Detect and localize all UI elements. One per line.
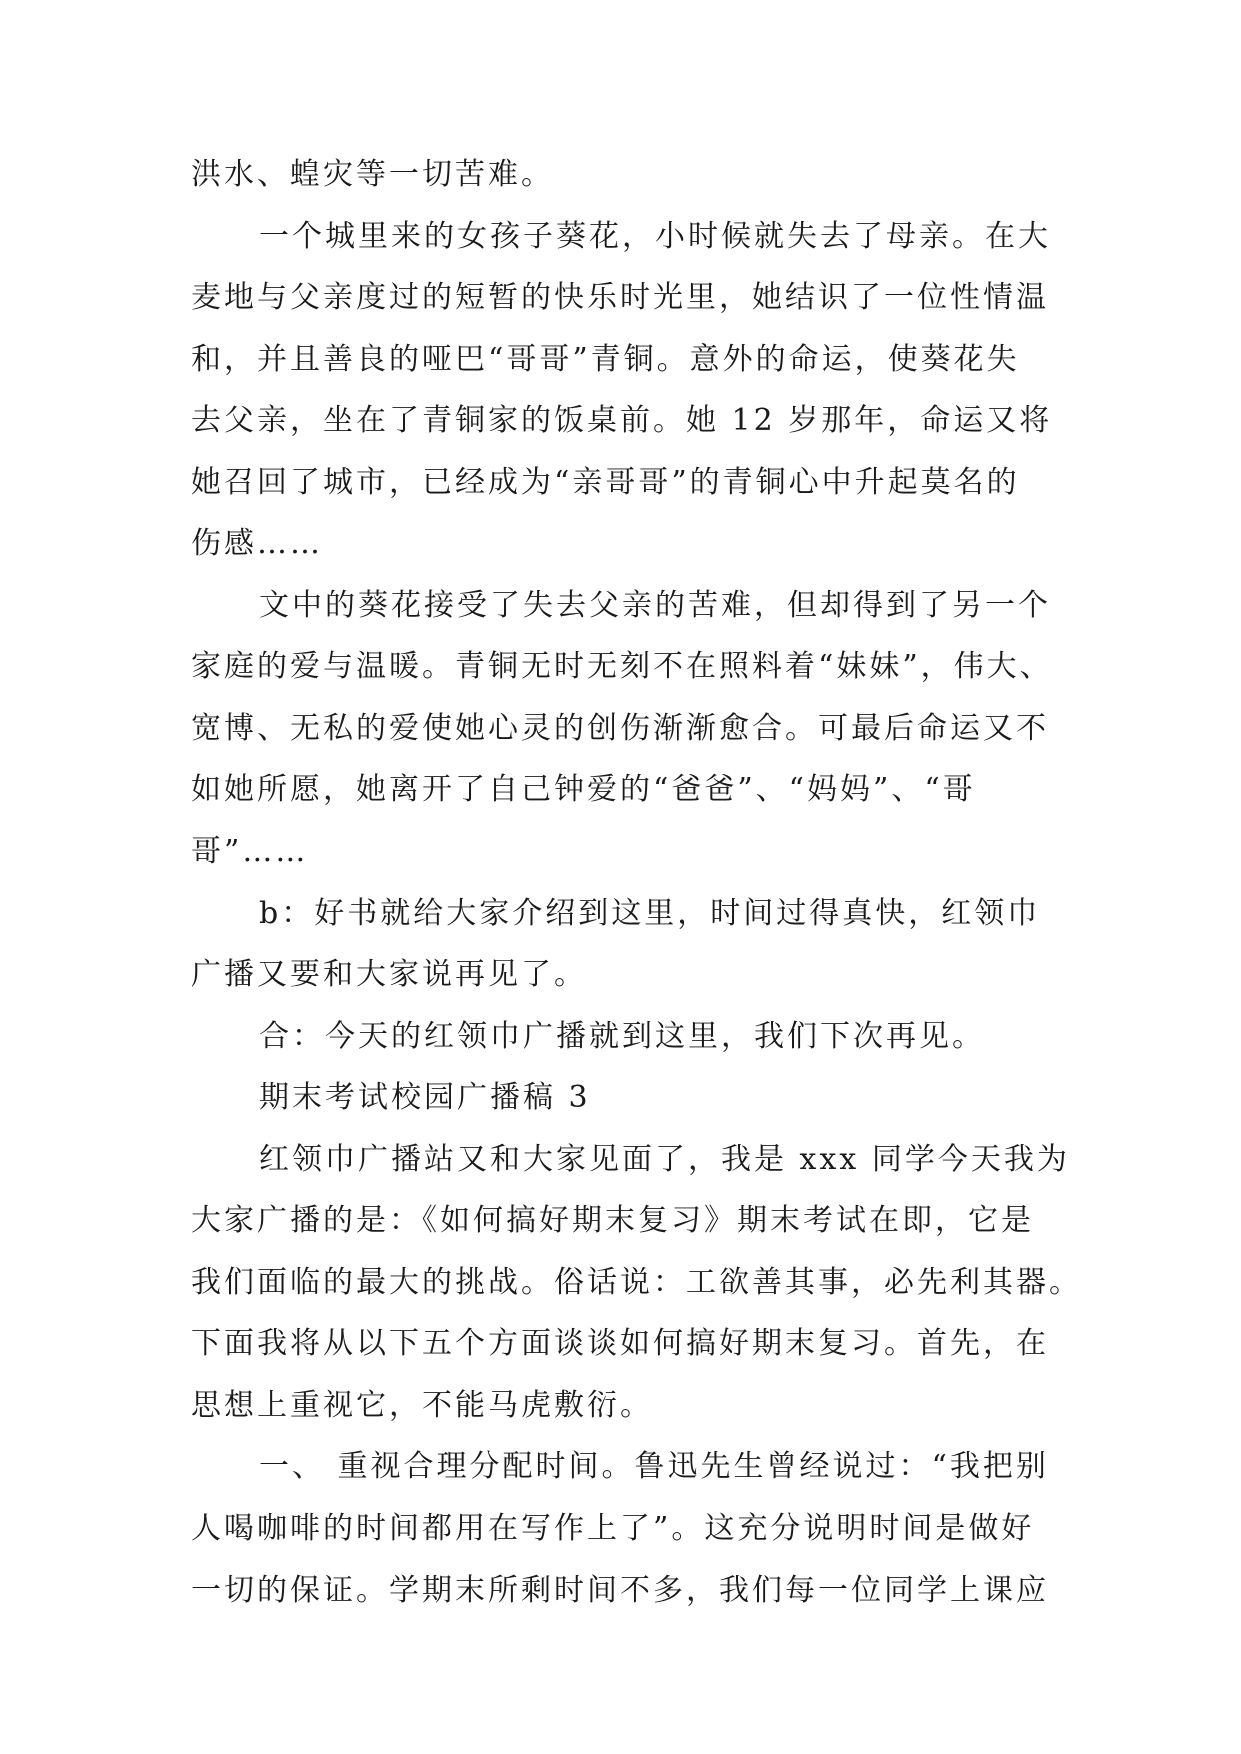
- text-line: 如她所愿，她离开了自己钟爱的“爸爸”、“妈妈”、“哥: [191, 772, 976, 808]
- text-line: 哥”……: [191, 834, 309, 870]
- text-line: 洪水、蝗灾等一切苦难。: [191, 157, 554, 192]
- text-line: 文中的葵花接受了失去父亲的苦难，但却得到了另一个: [259, 587, 1051, 623]
- text-line: 下面我将从以下五个方面谈谈如何搞好期末复习。首先，在: [191, 1326, 1049, 1362]
- text-line: 合：今天的红领巾广播就到这里，我们下次再见。: [259, 1018, 985, 1054]
- text-line: 麦地与父亲度过的短暂的快乐时光里，她结识了一位性情温: [191, 280, 1049, 316]
- text-line: 我们面临的最大的挑战。俗话说：工欲善其事，必先利其器。: [191, 1264, 1082, 1300]
- text-line: 去父亲，坐在了青铜家的饭桌前。她 12 岁那年，命运又将: [191, 403, 1053, 439]
- text-line: 广播又要和大家说再见了。: [191, 957, 587, 993]
- text-line: 人喝咖啡的时间都用在写作上了”。这充分说明时间是做好: [191, 1511, 1035, 1547]
- document-body: [191, 155, 1082, 1632]
- text-line: b：好书就给大家介绍到这里，时间过得真快，红领巾: [259, 895, 1041, 931]
- text-line: 她召回了城市，已经成为“亲哥哥”的青铜心中升起莫名的: [191, 464, 1020, 500]
- text-line: 大家广播的是：《如何搞好期末复习》期末考试在即，它是: [191, 1203, 1034, 1239]
- text-line: 一、 重视合理分配时间。鲁迅先生曾经说过：“我把别: [259, 1449, 1049, 1485]
- text-line: 一切的保证。学期末所剩时间不多，我们每一位同学上课应: [191, 1572, 1049, 1608]
- text-line: 和，并且善良的哑巴“哥哥”青铜。意外的命运，使葵花失: [191, 341, 1020, 377]
- text-line: 伤感……: [191, 526, 323, 562]
- text-line: 家庭的爱与温暖。青铜无时无刻不在照料着“妹妹”，伟大、: [191, 649, 1053, 685]
- text-line: 宽博、无私的爱使她心灵的创伤渐渐愈合。可最后命运又不: [191, 710, 1049, 746]
- text-line: 思想上重视它，不能马虎敷衍。: [191, 1387, 653, 1423]
- text-line: 一个城里来的女孩子葵花，小时候就失去了母亲。在大: [259, 218, 1051, 254]
- text-line: 红领巾广播站又和大家见面了，我是 xxx 同学今天我为: [259, 1141, 1070, 1177]
- section-heading: 期末考试校园广播稿 3: [259, 1080, 591, 1116]
